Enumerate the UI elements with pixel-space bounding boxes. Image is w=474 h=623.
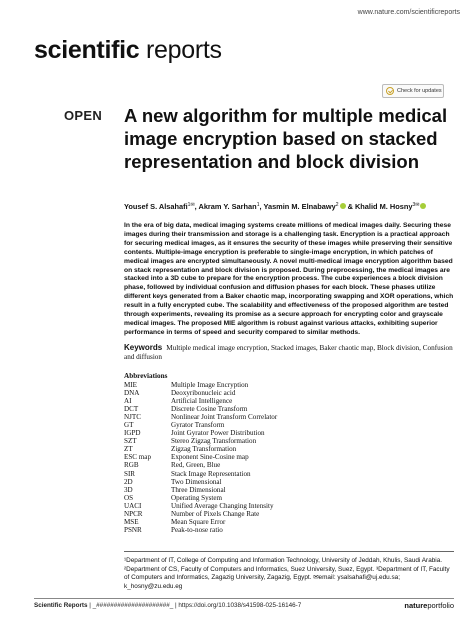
abbreviation-term: IGPD bbox=[124, 429, 141, 438]
abbreviation-term: NJTC bbox=[124, 413, 141, 422]
abbreviation-row bbox=[124, 510, 277, 518]
check-updates-label: Check for updates bbox=[397, 88, 442, 94]
abbreviation-definition: Mean Square Error bbox=[171, 517, 226, 526]
abbreviation-term: 3D bbox=[124, 485, 133, 494]
abbreviation-row bbox=[124, 453, 277, 461]
orcid-icon[interactable] bbox=[420, 203, 426, 209]
abbreviation-row bbox=[124, 494, 277, 502]
abbreviations-heading: Abbreviations bbox=[124, 372, 168, 380]
abbreviation-row bbox=[124, 397, 277, 405]
abbreviation-term: GT bbox=[124, 421, 134, 430]
abbreviation-definition: Discrete Cosine Transform bbox=[171, 405, 248, 414]
abbreviation-row bbox=[124, 405, 277, 413]
nature-portfolio-logo bbox=[404, 601, 454, 610]
abbreviation-term: RGB bbox=[124, 461, 139, 470]
journal-name-bold: scientific bbox=[34, 36, 140, 64]
abbreviation-term: ESC map bbox=[124, 453, 151, 462]
brand-bold: nature bbox=[404, 601, 428, 610]
abbreviation-definition: Two Dimensional bbox=[171, 477, 222, 486]
abbreviation-term: PSNR bbox=[124, 525, 142, 534]
abbreviation-row bbox=[124, 421, 277, 429]
author-name[interactable]: , Yasmin M. Elnabawy bbox=[259, 202, 336, 211]
footer-journal-name: Scientific Reports bbox=[34, 602, 88, 609]
abbreviation-row bbox=[124, 381, 277, 389]
abbreviation-definition: Three Dimensional bbox=[171, 485, 226, 494]
abbreviation-term: UACI bbox=[124, 501, 142, 510]
abbreviation-definition: Number of Pixels Change Rate bbox=[171, 509, 260, 518]
abbreviation-row bbox=[124, 478, 277, 486]
open-access-label: OPEN bbox=[64, 108, 103, 123]
brand-regular: portfolio bbox=[427, 601, 454, 610]
abbreviation-definition: Peak-to-nose ratio bbox=[171, 525, 223, 534]
abbreviation-term: DNA bbox=[124, 389, 140, 398]
author-affiliation-sup: 3✉ bbox=[412, 202, 420, 208]
abbreviation-row bbox=[124, 526, 277, 534]
affiliation-divider bbox=[124, 551, 454, 552]
abbreviation-row bbox=[124, 486, 277, 494]
abbreviation-row bbox=[124, 445, 277, 453]
journal-logo bbox=[34, 36, 222, 65]
abstract-text: In the era of big data, medical imaging systems create millions of medical images daily. Securing these images during their transmission and storage is a challenging task. Encryption is a practical approach for securing medical images, as it ensures the security of these images while preserving their sensitive contents. Multiple-image encryption is preferable to single-image encryption, in which patches of medical images are encrypted simultaneously. A novel multi-medical image encryption algorithm based on stack representation and block division is proposed. During preprocessing, the medical images are stacked into a 3D cube to prepare for the encryption process. The cube experiences a block division phase, followed by individual confusion and diffusion phases for each block. These phases utilize different keys generated from a Baker chaotic map, incorporating swapping and XOR operations, which result in a fully encrypted cube. The scalability and effectiveness of the proposed algorithm are tested through experiments, revealing its promise as a secure approach for encrypting color and grayscale medical images. The proposed MIE algorithm is robust against various attacks, exhibiting superior performance in terms of speed and security compared to similar methods. bbox=[124, 222, 454, 336]
abbreviation-definition: Unified Average Changing Intensity bbox=[171, 501, 274, 510]
author-affiliation-sup: 1✉ bbox=[187, 202, 195, 208]
abbreviation-definition: Multiple Image Encryption bbox=[171, 381, 249, 389]
check-updates-icon bbox=[386, 87, 394, 95]
abbreviation-term: MIE bbox=[124, 381, 138, 389]
check-for-updates-button[interactable] bbox=[382, 84, 444, 98]
abbreviation-row bbox=[124, 389, 277, 397]
affiliations-text: ¹Department of IT, College of Computing and Information Technology, University of Jeddah, Khulis, Saudi Arabia. ²Department of CS, Faculty of Computers and Informatics, Suez University, Suez, Egypt. ³Department of IT, Faculty of Computers and Informatics, Zagazig University, Zagazig, Egypt. ✉email: ysalsahafi@uj.edu.sa; k_hosny@zu.edu.eg bbox=[124, 557, 450, 590]
abbreviation-definition: Stereo Zigzag Transformation bbox=[171, 437, 257, 446]
abbreviation-definition: Joint Gyrator Power Distribution bbox=[171, 429, 265, 438]
abbreviation-row bbox=[124, 413, 277, 421]
journal-url[interactable]: www.nature.com/scientificreports bbox=[357, 9, 460, 16]
abbreviation-term: SIR bbox=[124, 469, 136, 478]
author-affiliation-sup: 1 bbox=[256, 202, 260, 208]
author-name[interactable]: Yousef S. Alsahafi bbox=[124, 202, 188, 211]
abbreviation-row bbox=[124, 518, 277, 526]
abbreviation-definition: Gyrator Transform bbox=[171, 421, 225, 430]
abbreviation-definition: Stack Image Representation bbox=[171, 469, 251, 478]
abbreviation-definition: Exponent Sine-Cosine map bbox=[171, 453, 249, 462]
abbreviation-row bbox=[124, 437, 277, 445]
abbreviation-term: SZT bbox=[124, 437, 137, 446]
keywords-section bbox=[124, 343, 454, 362]
abbreviation-term: MSE bbox=[124, 517, 139, 526]
abbreviations-table bbox=[124, 381, 277, 534]
abbreviation-definition: Nonlinear Joint Transform Correlator bbox=[171, 413, 278, 422]
abbreviation-row bbox=[124, 470, 277, 478]
author-affiliation-sup: 2 bbox=[335, 202, 339, 208]
abbreviation-definition: Red, Green, Blue bbox=[171, 461, 221, 470]
abbreviation-definition: Artificial Intelligence bbox=[171, 397, 233, 406]
abbreviation-row bbox=[124, 502, 277, 510]
abbreviation-term: DCT bbox=[124, 405, 139, 414]
journal-name-regular: reports bbox=[139, 36, 222, 64]
author-list bbox=[124, 202, 454, 211]
abbreviation-term: OS bbox=[124, 493, 134, 502]
keywords-heading: Keywords bbox=[124, 343, 163, 352]
keywords-list: Multiple medical image encryption, Stacked images, Baker chaotic map, Block division, Confusion and diffusion bbox=[124, 344, 453, 361]
footer-citation bbox=[34, 602, 301, 609]
abbreviation-term: NPCR bbox=[124, 509, 143, 518]
article-title: A new algorithm for multiple medical image encryption based on stacked representation and block division bbox=[124, 105, 448, 172]
author-name[interactable]: & Khalid M. Hosny bbox=[345, 202, 413, 211]
abbreviation-term: 2D bbox=[124, 477, 133, 486]
abbreviation-term: ZT bbox=[124, 445, 133, 454]
abbreviation-definition: Deoxyribonucleic acid bbox=[171, 389, 236, 398]
footer-doi[interactable]: | _#####################_ | https://doi.org/10.1038/s41598-025-16146-7 bbox=[87, 602, 302, 609]
abbreviation-definition: Operating System bbox=[171, 493, 223, 502]
abbreviation-row bbox=[124, 461, 277, 469]
author-name[interactable]: , Akram Y. Sarhan bbox=[194, 202, 257, 211]
footer-divider bbox=[34, 598, 454, 599]
abbreviation-definition: Zigzag Transformation bbox=[171, 445, 237, 454]
abbreviation-term: AI bbox=[124, 397, 132, 406]
abbreviation-row bbox=[124, 429, 277, 437]
